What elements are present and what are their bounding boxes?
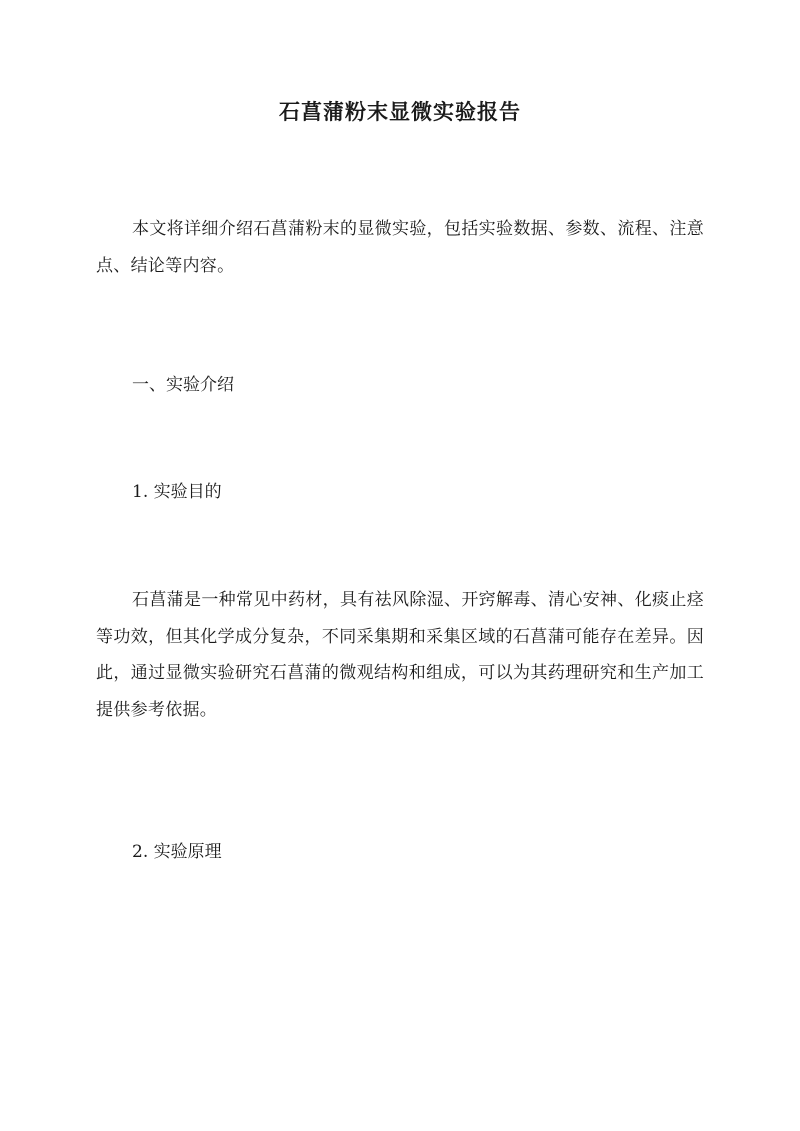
document-title: 石菖蒲粉末显微实验报告 (279, 99, 521, 124)
subsection-heading-principle: 2. 实验原理 (132, 842, 222, 862)
purpose-paragraph: 石菖蒲是一种常见中药材，具有祛风除湿、开窍解毒、清心安神、化痰止痉等功效，但其化学成分复杂，不同采集期和采集区域的石菖蒲可能存在差异。因此，通过显微实验研究石菖蒲的微观结构和组成，可以为其药理研究和生产加工提供参考依据。 (96, 590, 704, 720)
intro-paragraph: 本文将详细介绍石菖蒲粉末的显微实验，包括实验数据、参数、流程、注意点、结论等内容。 (96, 219, 704, 276)
subsection-heading-purpose: 1. 实验目的 (132, 482, 222, 502)
section-heading-experiment-intro: 一、实验介绍 (132, 375, 234, 395)
